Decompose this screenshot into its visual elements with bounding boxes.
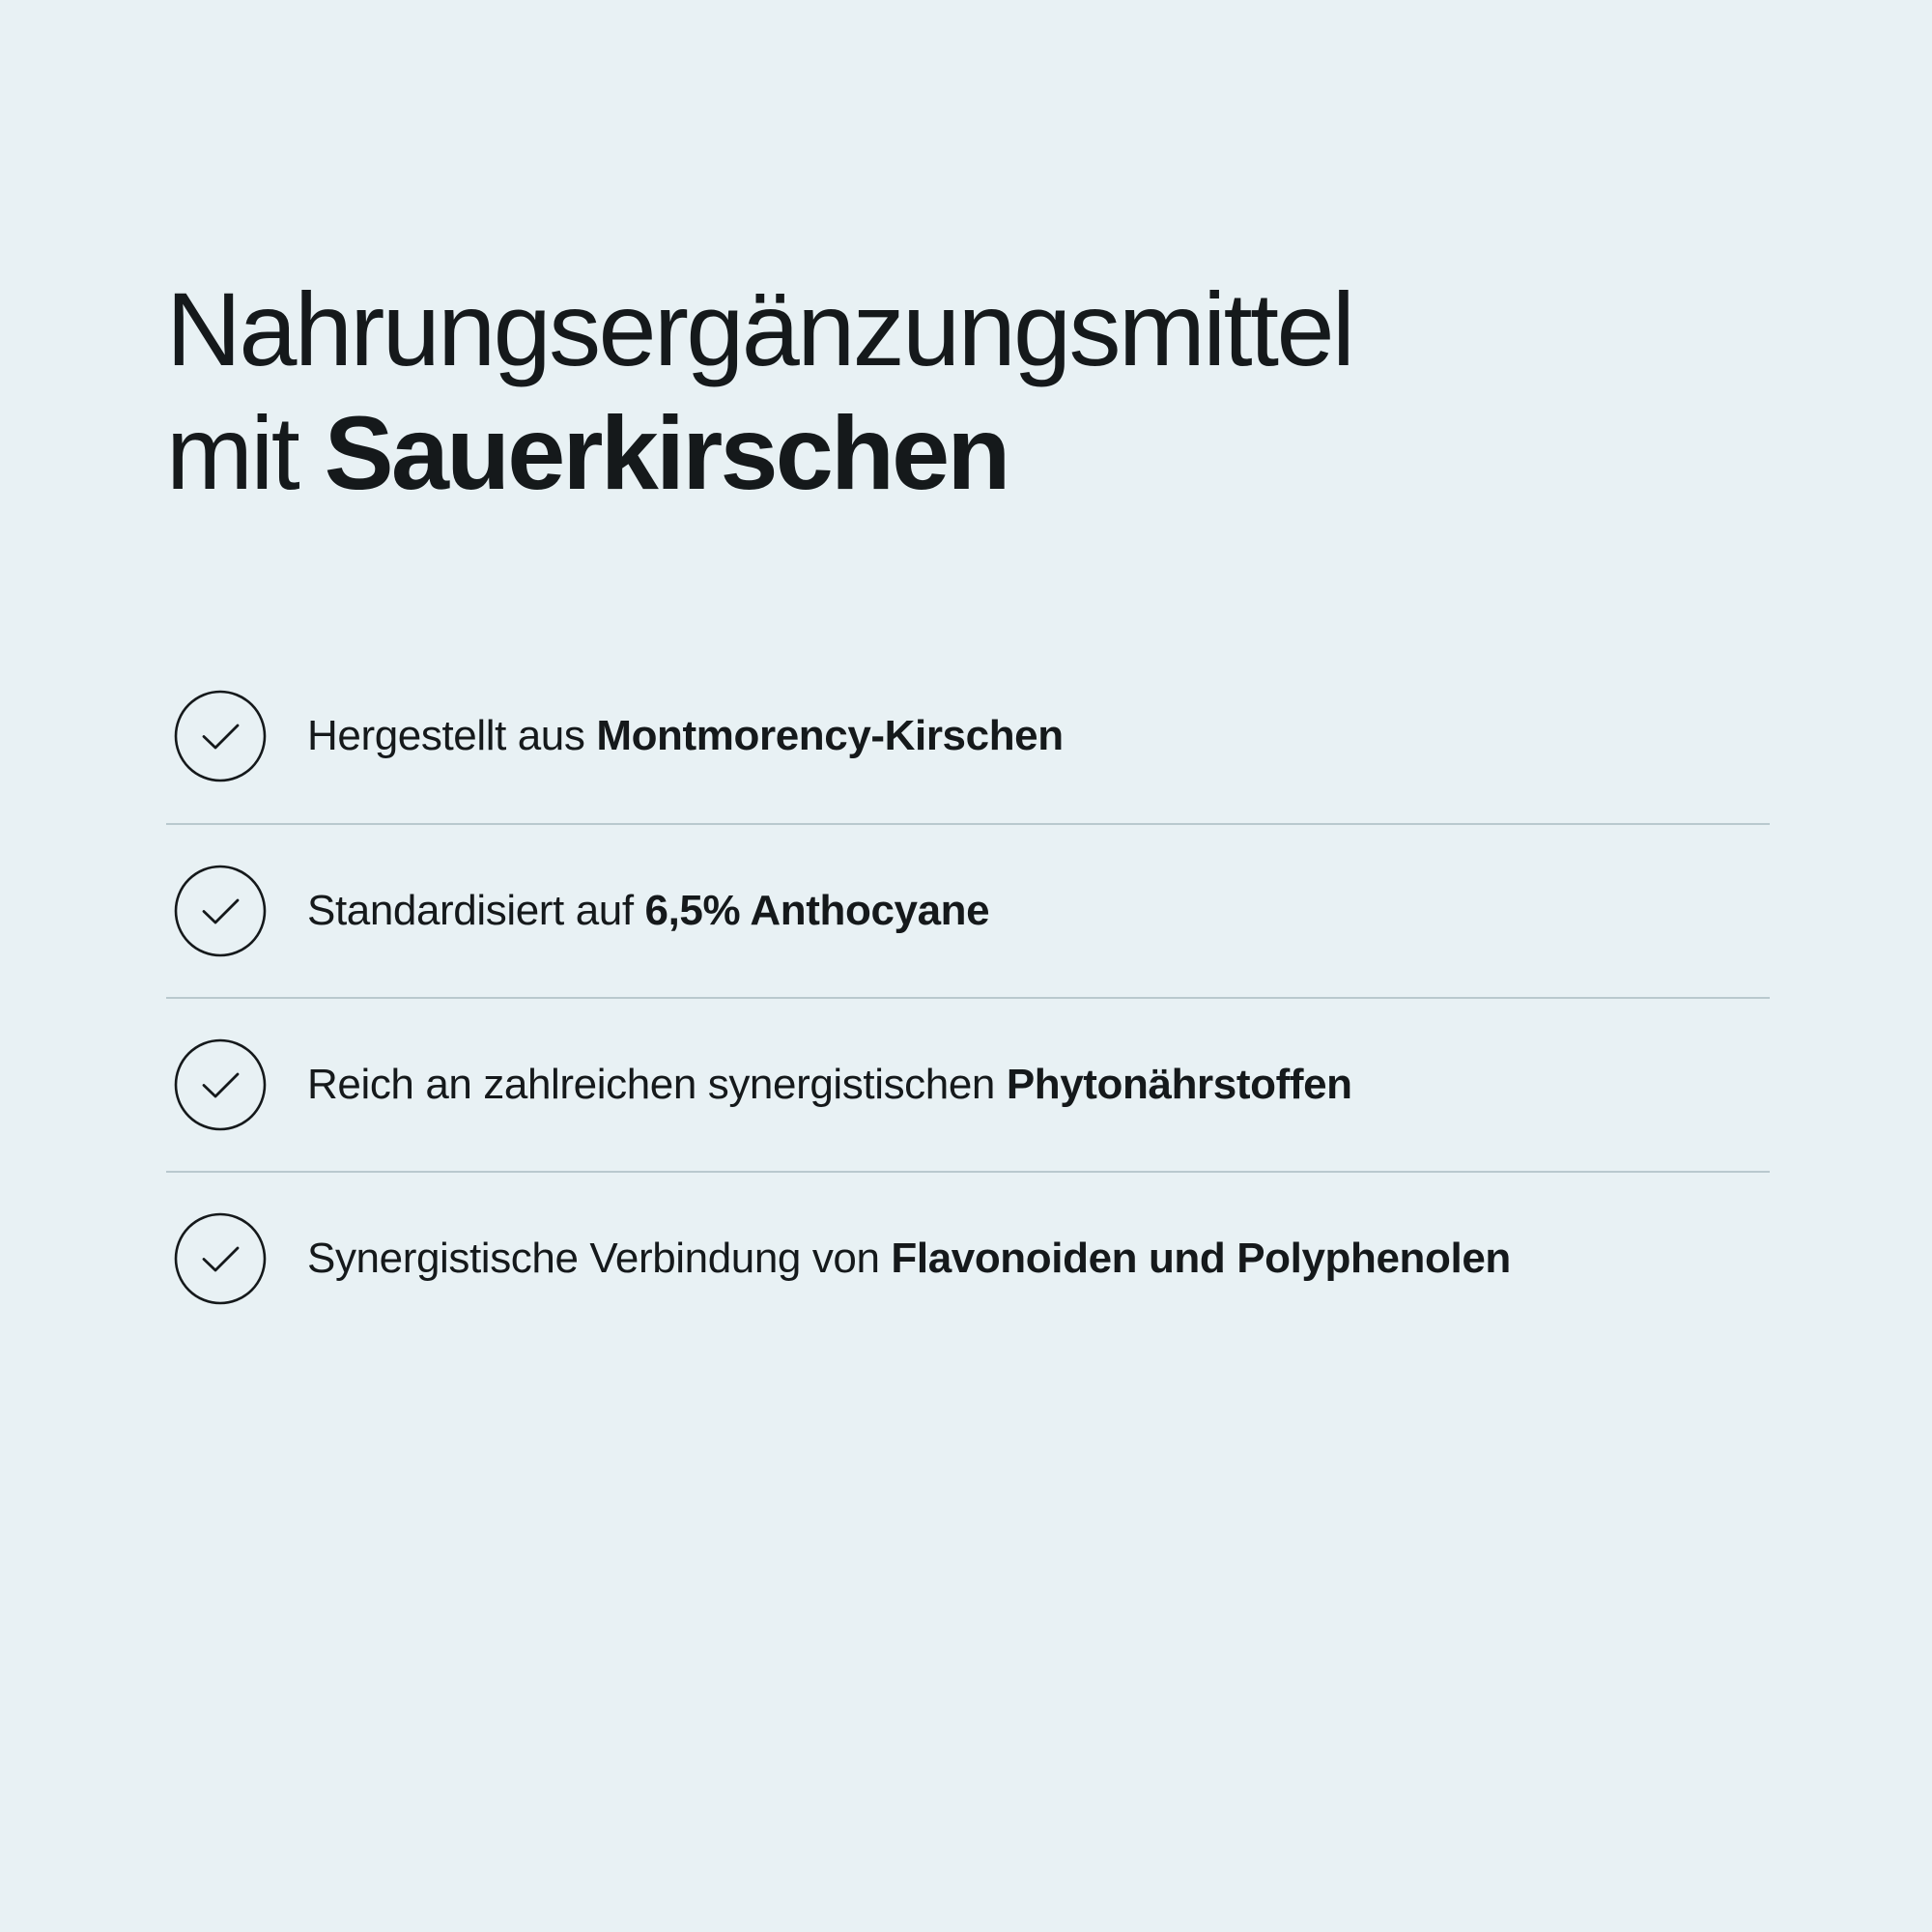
list-item: [166, 997, 1770, 1171]
page-title-line-2-regular: mit: [166, 393, 325, 511]
list-item-text-bold: Flavonoiden und Polyphenolen: [891, 1234, 1511, 1282]
check-circle-icon: [174, 1038, 267, 1131]
list-item-text-regular: Reich an zahlreichen synergistischen: [307, 1060, 1007, 1108]
page-title-line-2-bold: Sauerkirschen: [324, 393, 1009, 511]
list-item-label: [307, 1056, 1352, 1115]
list-item-label: [307, 1230, 1511, 1289]
list-item-label: [307, 882, 989, 941]
list-item: [166, 1171, 1770, 1345]
feature-list: [166, 649, 1770, 1345]
page-title: [166, 268, 1615, 514]
list-item-text-regular: Synergistische Verbindung von: [307, 1234, 892, 1282]
list-item: [166, 823, 1770, 997]
check-circle-icon: [174, 1212, 267, 1305]
list-item-text-bold: Phytonährstoffen: [1006, 1060, 1352, 1108]
list-item-text-bold: 6,5% Anthocyane: [644, 886, 990, 934]
list-item-text-bold: Montmorency-Kirschen: [596, 711, 1064, 759]
check-circle-icon: [174, 690, 267, 782]
page-title-line-1: Nahrungsergänzungsmittel: [166, 270, 1353, 388]
list-item-label: [307, 707, 1064, 766]
check-circle-icon: [174, 865, 267, 957]
list-item: [166, 649, 1770, 823]
list-item-text-regular: Hergestellt aus: [307, 711, 597, 759]
list-item-text-regular: Standardisiert auf: [307, 886, 645, 934]
